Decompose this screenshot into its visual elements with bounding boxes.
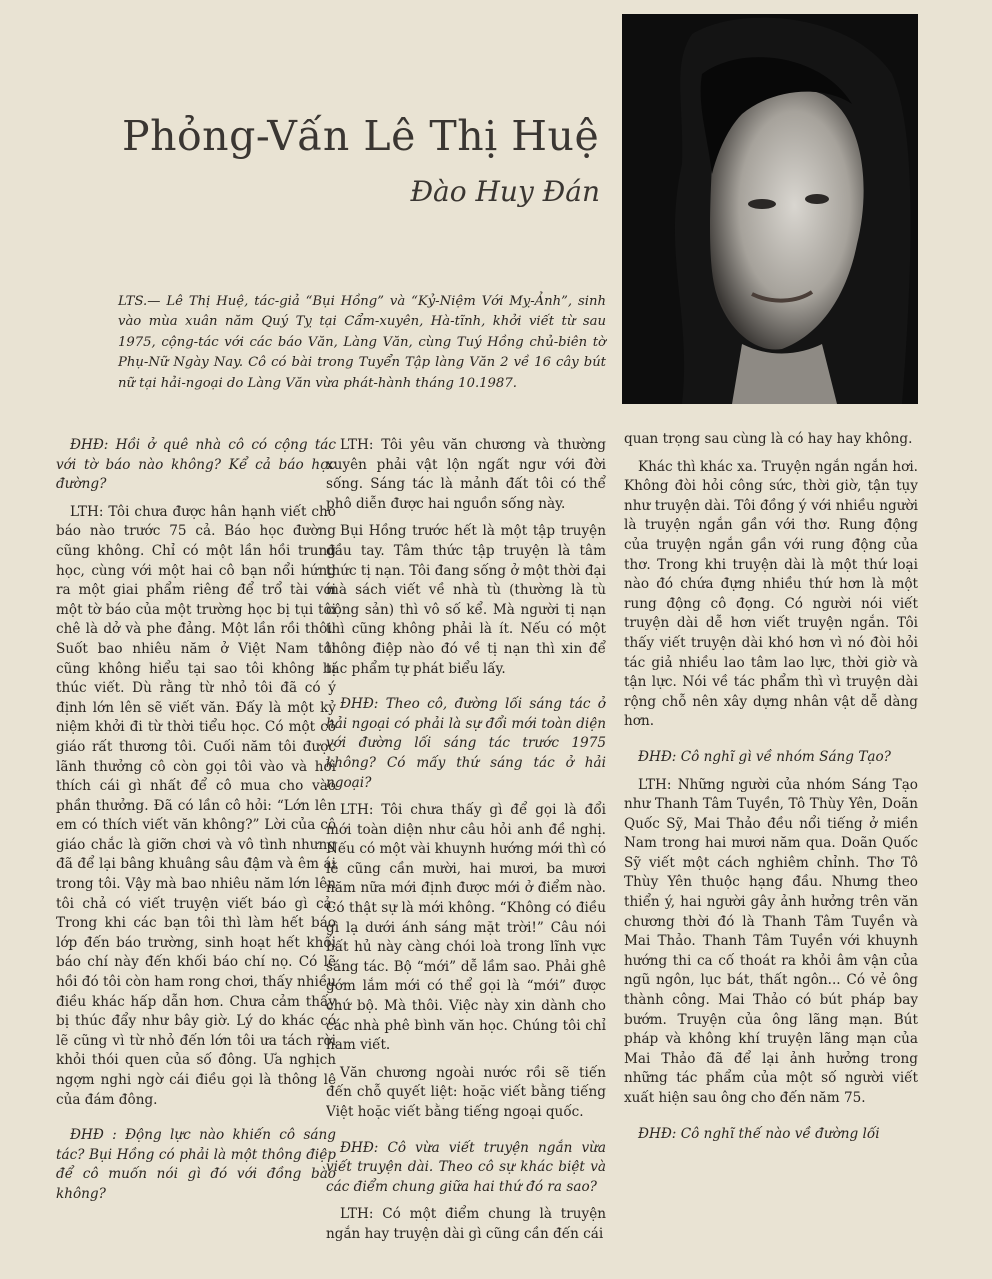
interview-question: ĐHĐ: Cô vừa viết truyện ngắn vừa viết truyện dài. Theo cô sự khác biệt và các điểm chung giữa hai thứ đó ra sao?: [326, 1139, 606, 1195]
article-title: Phỏng-Vấn Lê Thị Huệ: [122, 112, 600, 160]
author-portrait-photo: [622, 14, 918, 404]
interview-question: ĐHĐ: Hồi ở quê nhà cô có cộng tác với tờ báo nào không? Kể cả báo học đường?: [56, 437, 336, 493]
interview-question: ĐHĐ: Theo cô, đường lối sáng tác ở hải ngoại có phải là sự đổi mới toàn diện với đường lối sáng tác trước 1975 không? Có mấy thứ sáng tác ở hải ngoại?: [326, 696, 606, 791]
interview-question: ĐHĐ: Cô nghĩ thế nào về đường lối: [638, 1125, 880, 1142]
interview-answer: LTH: Tôi chưa được hân hạnh viết cho báo nào trước 75 cả. Báo học đường cũng không. Chỉ có một lần hồi trung học, cùng với một hai cô bạn nổi hứng ra một giai phẩm riêng để trổ tài với một tờ báo của một trường học bị tụi tôi chê là dở và phe đảng. Một lần rồi thôi. Suốt bao nhiêu năm ở Việt Nam tôi cũng không hiểu tại sao tôi không bị thúc viết. Dù rằng từ nhỏ tôi đã có ý định lớn lên sẽ viết văn. Đấy là một kỷ niệm khởi đi từ thời tiểu học. Có một cô giáo rất thương tôi. Cuối năm tôi được lãnh thưởng cô còn gọi tôi vào và hỏi thích cái gì nhất để cô mua cho vào phần thưởng. Đã có lần cô hỏi: “Lớn lên em có thích viết văn không?” Lời của cô giáo chắc là giỡn chơi và vô tình nhưng đã để lại bâng khuâng sâu đậm và êm ái trong tôi. Vậy mà bao nhiêu năm lớn lên tôi chả có viết truyện viết báo gì cả. Trong khi các bạn tôi thì làm hết báo lớp đến báo trường, sinh hoạt hết khối báo chí này đến khối báo chí nọ. Có lẽ hồi đó tôi còn ham rong chơi, thấy nhiều điều khác hấp dẫn hơn. Chưa cảm thấy bị thúc đẩy như bây giờ. Lý do khác có lẽ cũng vì từ nhỏ đến lớn tôi ưa tách rời khỏi thói quen của số đông. Ưa nghịch ngợm nghi ngờ cái điều gọi là thông lệ của đám đông.: [56, 503, 336, 1108]
article-author: Đào Huy Đán: [410, 175, 600, 208]
interview-answer: LTH: Tôi chưa thấy gì để gọi là đổi mới toàn diện như câu hỏi anh đề nghị. Nếu có một vài khuynh hướng mới thì có lẽ cũng cần mười, hai mươi, ba mươi năm nữa mới định được mới ở điểm nào. Có thật sự là mới không. “Không có điều gì lạ dưới ánh sáng mặt trời!” Câu nói bất hủ này càng chói loà trong lĩnh vực sáng tác. Bộ “mới” dễ lầm sao. Phải ghê gớm lắm mới có thể gọi là “mới” được chứ bộ. Mà thôi. Việc này xin dành cho các nhà phê bình văn học. Chúng tôi chỉ ham viết.: [326, 802, 606, 1054]
text-column-2: [326, 436, 606, 1262]
interview-answer: Bụi Hồng trước hết là một tập truyện đầu tay. Tâm thức tập truyện là tâm thức tị nạn. Tôi đang sống ở một thời đại mà sách viết về nhà tù (thường là tù cộng sản) thì vô số kể. Mà người tị nạn thì cũng không phải là ít. Nếu có một thông điệp nào đó về tị nạn thì xin để tác phẩm tự phát biểu lấy.: [326, 523, 606, 677]
interview-answer: LTH: Những người của nhóm Sáng Tạo như Thanh Tâm Tuyền, Tô Thùy Yên, Doãn Quốc Sỹ, Mai Thảo đều nổi tiếng ở miền Nam trong hai mươi năm qua. Doãn Quốc Sỹ viết một cách nghiêm chỉnh. Thơ Tô Thùy Yên thuộc hạng đầu. Nhưng theo thiển ý, hai người gây ảnh hưởng trên văn chương thời đó là Thanh Tâm Tuyền và Mai Thảo. Thanh Tâm Tuyền với khuynh hướng thi ca cố thoát ra khỏi âm vận của ngũ ngôn, lục bát, thất ngôn... Có vẻ ông thành công. Mai Thảo có bút pháp bay bướm. Truyện của ông lãng mạn. Bút pháp và không khí truyện lãng mạn của Mai Thảo đã để lại ảnh hưởng trong những tác phẩm của một số người viết xuất hiện sau ông cho đến năm 75.: [624, 776, 918, 1106]
interview-answer: LTH: Có một điểm chung là truyện ngắn hay truyện dài gì cũng cần đến cái: [326, 1206, 606, 1242]
interview-question: ĐHĐ : Động lực nào khiến cô sáng tác? Bụi Hồng có phải là một thông điệp để cô muốn nói gì đó với đồng bào không?: [56, 1127, 336, 1202]
interview-answer: Khác thì khác xa. Truyện ngắn ngắn hơi. Không đòi hỏi công sức, thời giờ, tận tụy như truyện dài. Tôi đồng ý với nhiều người là truyện ngắn gần với thơ. Rung động của truyện ngắn gần với rung động của thơ. Trong khi truyện dài là một thứ loại nào đó chứa đựng nhiều thứ hơn là một rung động cô đọng. Có người nói viết truyện dài dễ hơn viết truyện ngắn. Tôi thấy viết truyện dài khó hơn vì nó đòi hỏi tác giả nhiều lao tâm lao lực, thời giờ và tận lực. Nói về tác phẩm thì vì truyện dài rộng chỗ nên xây dựng nhân vật dễ dàng hơn.: [624, 458, 918, 730]
interview-answer: Văn chương ngoài nước rồi sẽ tiến đến chỗ quyết liệt: hoặc viết bằng tiếng Việt hoặc viết bằng tiếng ngoại quốc.: [326, 1064, 606, 1120]
interview-answer: quan trọng sau cùng là có hay hay không.: [624, 431, 913, 447]
text-column-1: [56, 436, 336, 1226]
text-column-3: [624, 430, 918, 1250]
interview-question: ĐHĐ: Cô nghĩ gì về nhóm Sáng Tạo?: [638, 748, 891, 765]
interview-answer: LTH: Tôi yêu văn chương và thường xuyên phải vật lộn ngất ngư với đời sống. Sáng tác là mảnh đất tôi có thể phô diễn được hai nguồn sống này.: [326, 437, 606, 512]
editor-note: LTS.— Lê Thị Huệ, tác-giả “Bụi Hồng” và “Kỷ-Niệm Với Mỵ-Ảnh”, sinh vào mùa xuân năm Quý Tỵ tại Cẩm-xuyên, Hà-tĩnh, khởi viết từ sau 1975, cộng-tác với các báo Văn, Làng Văn, cùng Tuý Hồng chủ-biên tờ Phụ-Nữ Ngày Nay. Cô có bài trong Tuyển Tập làng Văn 2 về 16 cây bút nữ tại hải-ngoại do Làng Văn vừa phát-hành tháng 10.1987.: [118, 294, 606, 391]
portrait-image: [622, 14, 918, 404]
